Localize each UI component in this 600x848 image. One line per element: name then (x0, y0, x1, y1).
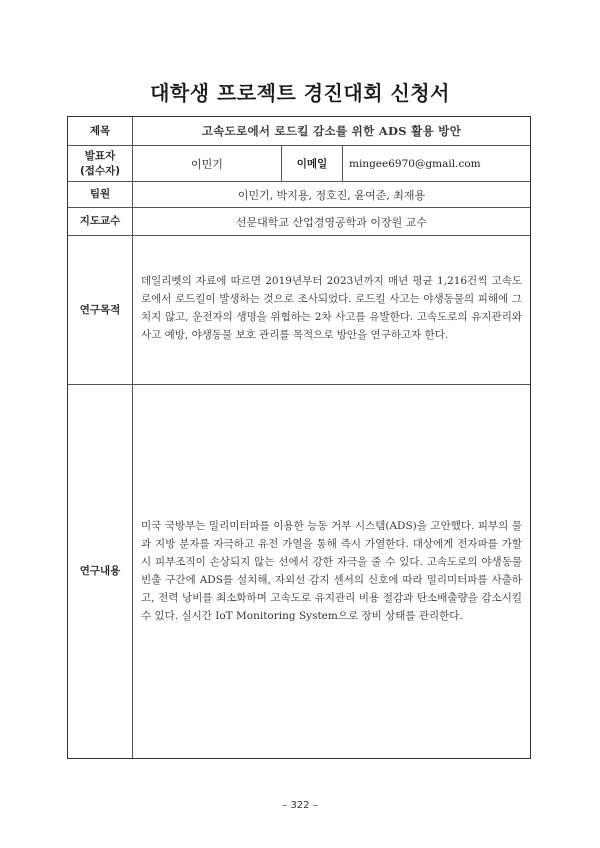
team-row (68, 182, 530, 208)
team-value: 이민기, 박지용, 정호진, 윤여준, 최재용 (237, 188, 426, 202)
purpose-value-cell (133, 236, 530, 384)
presenter-row (68, 146, 530, 182)
document-title: 대학생 프로젝트 경진대회 신청서 (150, 81, 450, 105)
subject-label: 제목 (68, 117, 133, 145)
content-value-cell (133, 385, 530, 758)
email-value: mingee6970@gmail.com (349, 157, 481, 170)
advisor-value: 선문대학교 산업경영공학과 이장원 교수 (235, 215, 428, 229)
subject-row (68, 117, 530, 146)
content-text: 미국 국방부는 밀리미터파를 이용한 능동 거부 시스템(ADS)을 고안했다. 피부의 물과 지방 분자를 자극하고 유전 가열을 통해 즉시 가열한다. 대상에게 전자파를 가할 시 피부조직이 손상되지 않는 선에서 강한 자극을 줄 수 있다. 고속도로의 야생동물 빈출 구간에 ADS를 설치해, 자외선 감지 센서의 신호에 따라 밀리미터파를 사출하고, 전력 낭비를 최소화하며 고속도로 유지관리 비용 절감과 탄소배출량을 감소시킬 수 있다. 실시간 IoT Monitoring System으로 장비 상태를 관리한다. (141, 520, 522, 622)
team-label: 팀원 (68, 182, 133, 207)
page-number: – 322 – (282, 800, 318, 811)
subject-value: 고속도로에서 로드킬 감소를 위한 ADS 활용 방안 (201, 124, 462, 138)
purpose-text: 데일리벳의 자료에 따르면 2019년부터 2023년까지 매년 평균 1,216건씩 고속도로에서 로드킬이 발생하는 것으로 조사되었다. 로드킬 사고는 야생동물의 피해에 그치지 않고, 운전자의 생명을 위협하는 2차 사고를 유발한다. 고속도로의 유지관리와 사고 예방, 야생동물 보호 관리를 목적으로 방안을 연구하고자 한다. (141, 275, 522, 341)
advisor-label: 지도교수 (68, 208, 133, 235)
presenter-label: 발표자 (접수자) (68, 146, 133, 181)
application-form (67, 116, 531, 759)
presenter-value: 이민기 (133, 146, 282, 181)
advisor-row (68, 208, 530, 236)
content-label: 연구내용 (68, 385, 133, 758)
content-row (68, 385, 530, 758)
purpose-label: 연구목적 (68, 236, 133, 384)
email-label: 이메일 (282, 146, 343, 181)
purpose-row (68, 236, 530, 385)
